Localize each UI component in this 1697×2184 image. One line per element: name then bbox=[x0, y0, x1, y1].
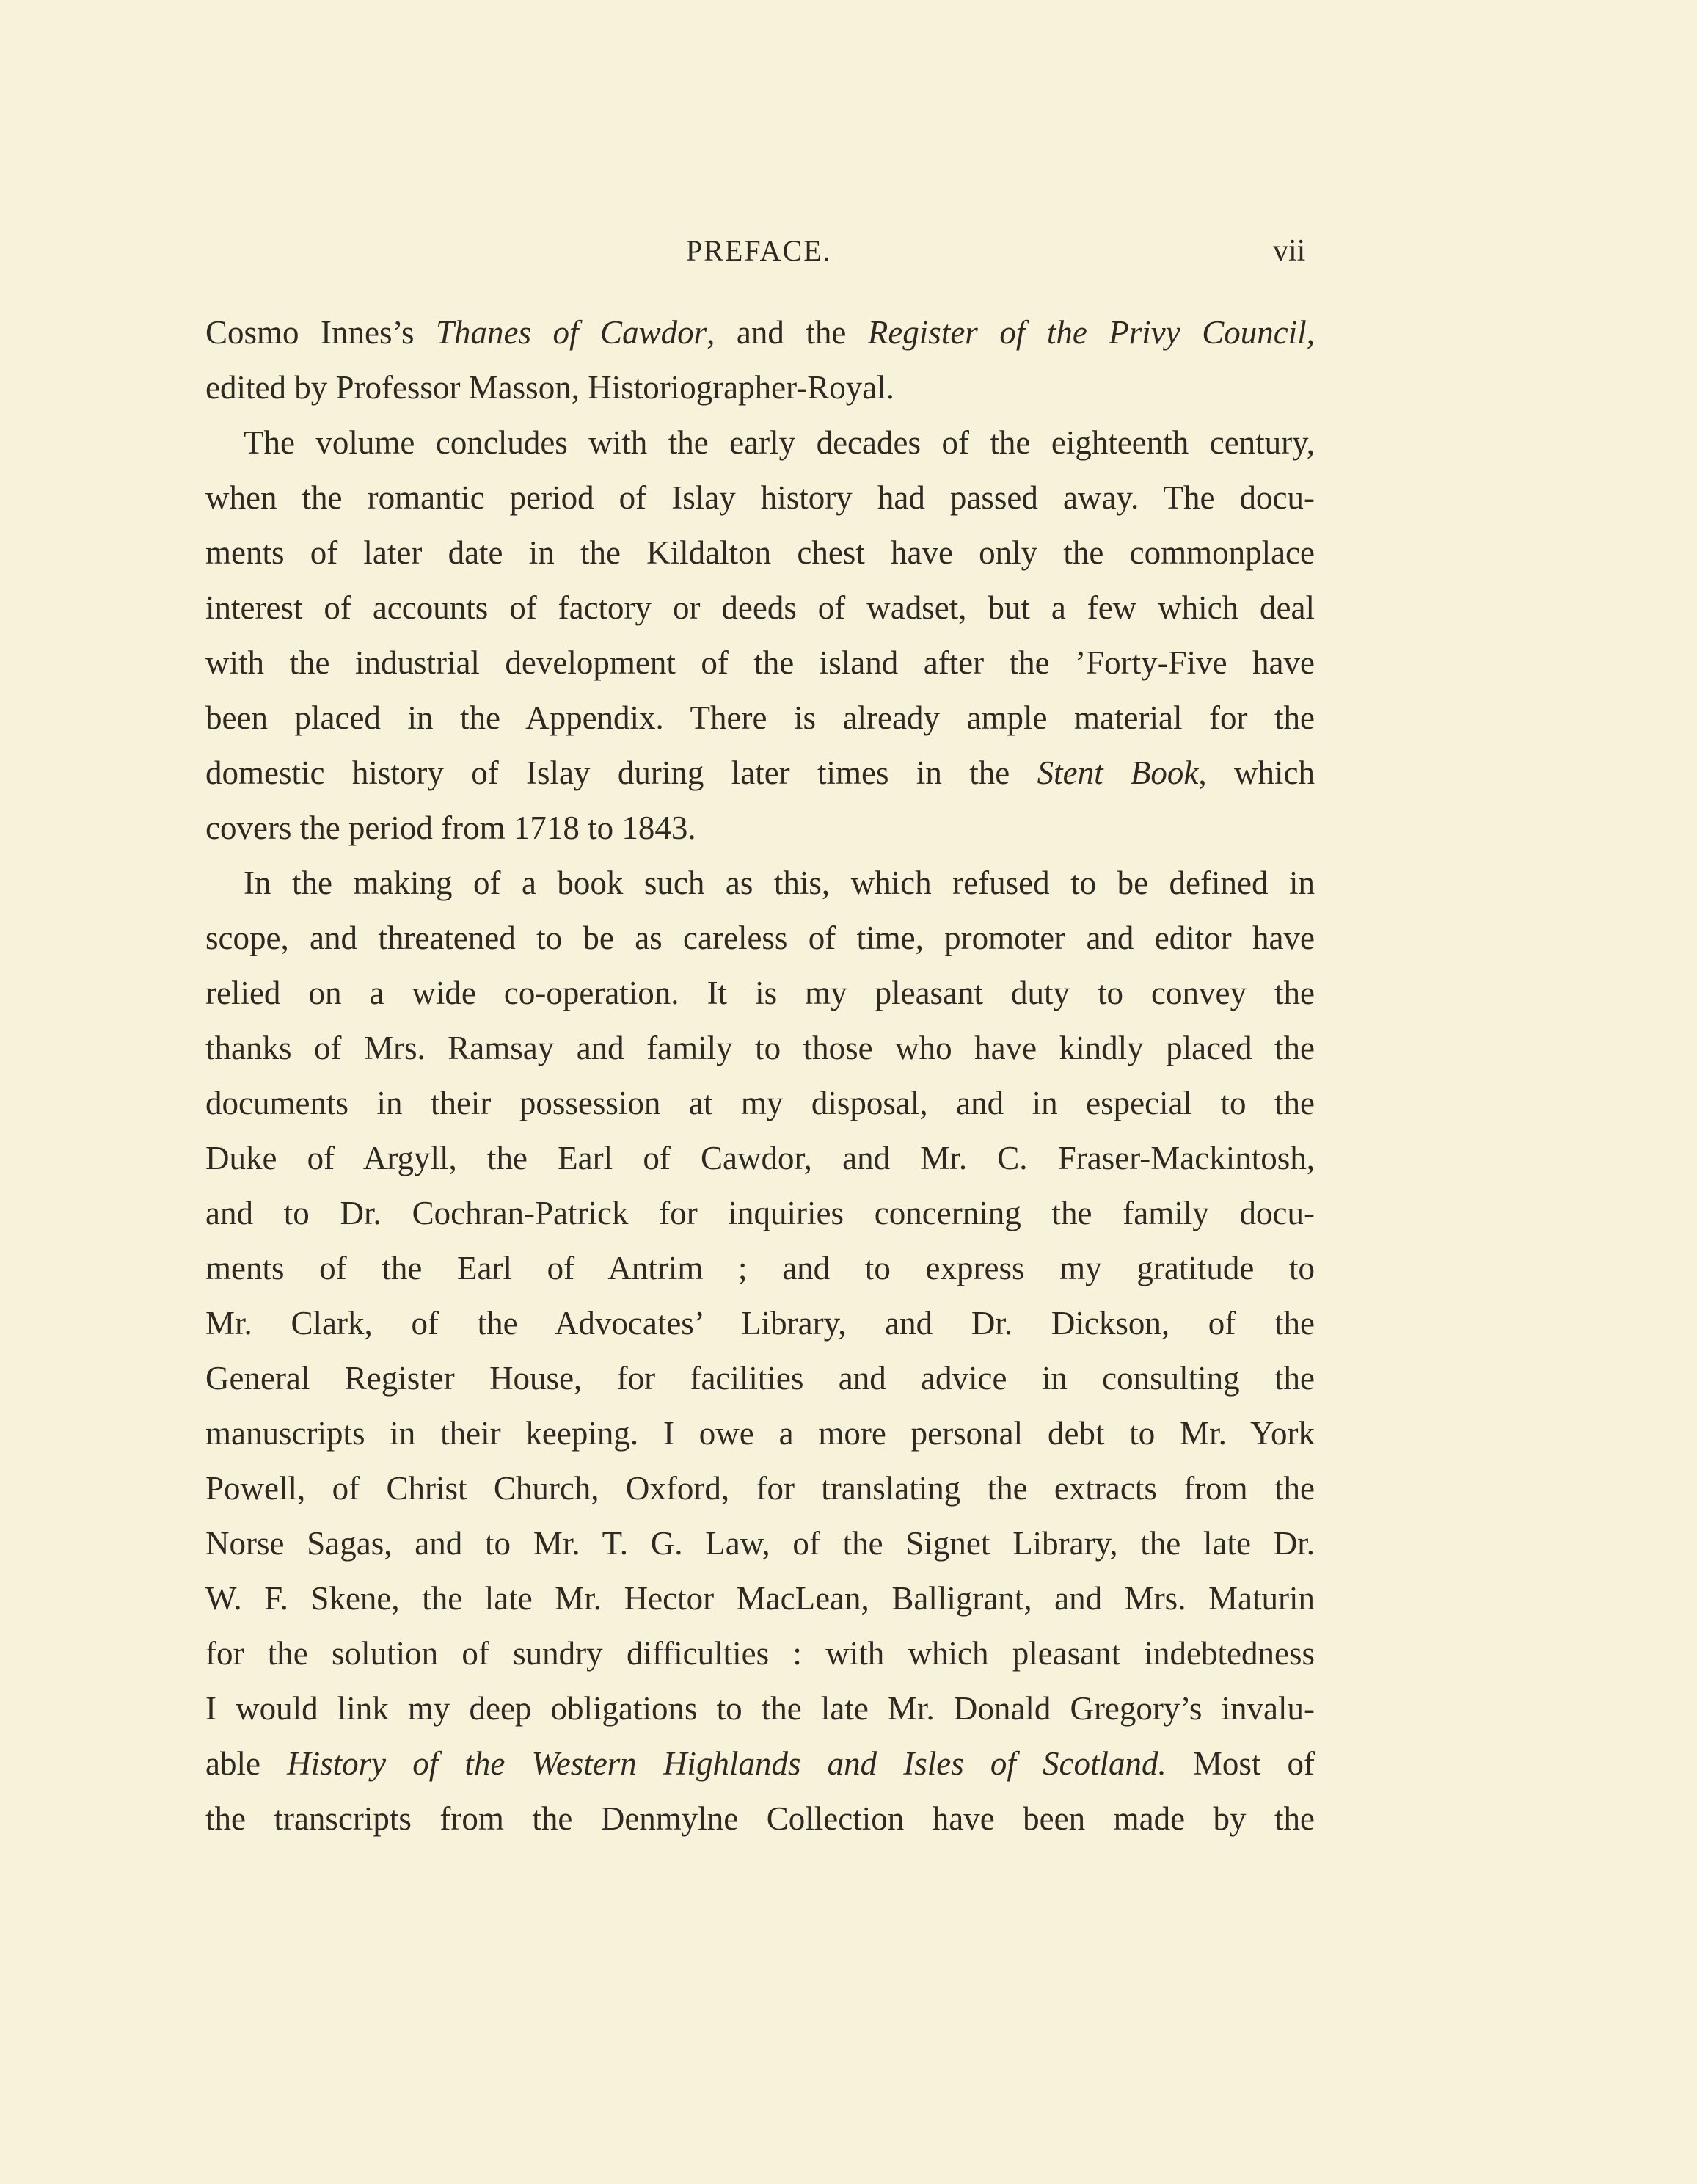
text-line bbox=[205, 911, 1315, 966]
text-span: ments of later date in the Kildalton chest have only the commonplace bbox=[205, 534, 1315, 571]
page-number: vii bbox=[1273, 234, 1306, 268]
text-line bbox=[205, 1351, 1315, 1406]
text-span: and to Dr. Cochran-Patrick for inquiries concerning the family docu- bbox=[205, 1195, 1315, 1231]
text-line bbox=[205, 415, 1315, 470]
text-span: Norse Sagas, and to Mr. T. G. Law, of the Signet Library, the late Dr. bbox=[205, 1525, 1315, 1562]
text-span: the transcripts from the Denmylne Collection have been made by the bbox=[205, 1800, 1315, 1837]
text-span: covers the period from 1718 to 1843. bbox=[205, 809, 696, 846]
text-span: W. F. Skene, the late Mr. Hector MacLean, Balligrant, and Mrs. Maturin bbox=[205, 1580, 1315, 1617]
italic-title-span: Stent Book bbox=[1037, 754, 1199, 791]
text-span: I would link my deep obligations to the late Mr. Donald Gregory’s invalu- bbox=[205, 1690, 1315, 1727]
text-span: Mr. Clark, of the Advocates’ Library, and Dr. Dickson, of the bbox=[205, 1305, 1315, 1342]
text-line bbox=[205, 1186, 1315, 1241]
text-span: able bbox=[205, 1745, 288, 1782]
text-span: Most of bbox=[1166, 1745, 1315, 1782]
text-line bbox=[205, 305, 1315, 360]
text-line bbox=[205, 691, 1315, 746]
text-span: documents in their possession at my disposal, and in especial to the bbox=[205, 1085, 1315, 1121]
text-span: for the solution of sundry difficulties : with which pleasant indebtedness bbox=[205, 1635, 1315, 1672]
text-span: Cosmo Innes’s bbox=[205, 314, 437, 351]
text-span: , which bbox=[1198, 754, 1315, 791]
text-span: thanks of Mrs. Ramsay and family to those who have kindly placed the bbox=[205, 1030, 1315, 1066]
text-line bbox=[205, 1571, 1315, 1626]
text-span: when the romantic period of Islay history had passed away. The docu- bbox=[205, 479, 1315, 516]
text-line bbox=[205, 1516, 1315, 1571]
text-span: ments of the Earl of Antrim ; and to express my gratitude to bbox=[205, 1250, 1315, 1286]
text-line bbox=[205, 580, 1315, 636]
text-line bbox=[205, 1681, 1315, 1736]
text-line bbox=[205, 360, 1315, 415]
text-span: been placed in the Appendix. There is already ample material for the bbox=[205, 699, 1315, 736]
text-line bbox=[205, 1791, 1315, 1846]
text-line bbox=[205, 1021, 1315, 1076]
text-span: manuscripts in their keeping. I owe a more personal debt to Mr. York bbox=[205, 1415, 1315, 1452]
text-span: General Register House, for facilities and advice in consulting the bbox=[205, 1360, 1315, 1397]
text-line bbox=[205, 1131, 1315, 1186]
text-span: , and the bbox=[707, 314, 868, 351]
text-line bbox=[205, 966, 1315, 1021]
text-line bbox=[205, 525, 1315, 580]
text-span: interest of accounts of factory or deeds of wadset, but a few which deal bbox=[205, 589, 1315, 626]
text-span: with the industrial development of the island after the ’Forty-Five have bbox=[205, 644, 1315, 681]
text-line bbox=[205, 1461, 1315, 1516]
italic-title-span: Register of the Privy Council, bbox=[867, 314, 1315, 351]
text-line bbox=[205, 801, 1315, 856]
text-line bbox=[205, 1296, 1315, 1351]
italic-title-span: Thanes of Cawdor bbox=[436, 314, 707, 351]
text-span: relied on a wide co-operation. It is my pleasant duty to convey the bbox=[205, 975, 1315, 1011]
text-line bbox=[205, 746, 1315, 801]
text-line bbox=[205, 1406, 1315, 1461]
text-line bbox=[205, 1241, 1315, 1296]
text-line bbox=[205, 856, 1315, 911]
text-line bbox=[205, 1626, 1315, 1681]
text-span: Powell, of Christ Church, Oxford, for translating the extracts from the bbox=[205, 1470, 1315, 1507]
text-span: domestic history of Islay during later times in the bbox=[205, 754, 1037, 791]
text-span: scope, and threatened to be as careless of time, promoter and editor have bbox=[205, 920, 1315, 956]
text-line bbox=[205, 1736, 1315, 1791]
text-span: The volume concludes with the early decades of the eighteenth century, bbox=[244, 424, 1315, 461]
text-span: In the making of a book such as this, which refused to be defined in bbox=[244, 864, 1315, 901]
text-line bbox=[205, 1076, 1315, 1131]
text-line bbox=[205, 470, 1315, 525]
text-span: edited by Professor Masson, Historiographer-Royal. bbox=[205, 369, 894, 406]
text-span: Duke of Argyll, the Earl of Cawdor, and Mr. C. Fraser-Mackintosh, bbox=[205, 1140, 1315, 1176]
preface-body-text bbox=[205, 305, 1315, 1846]
running-header-title: PREFACE. bbox=[686, 234, 832, 267]
text-line bbox=[205, 636, 1315, 691]
italic-title-span: History of the Western Highlands and Isles of Scotland. bbox=[287, 1745, 1167, 1782]
